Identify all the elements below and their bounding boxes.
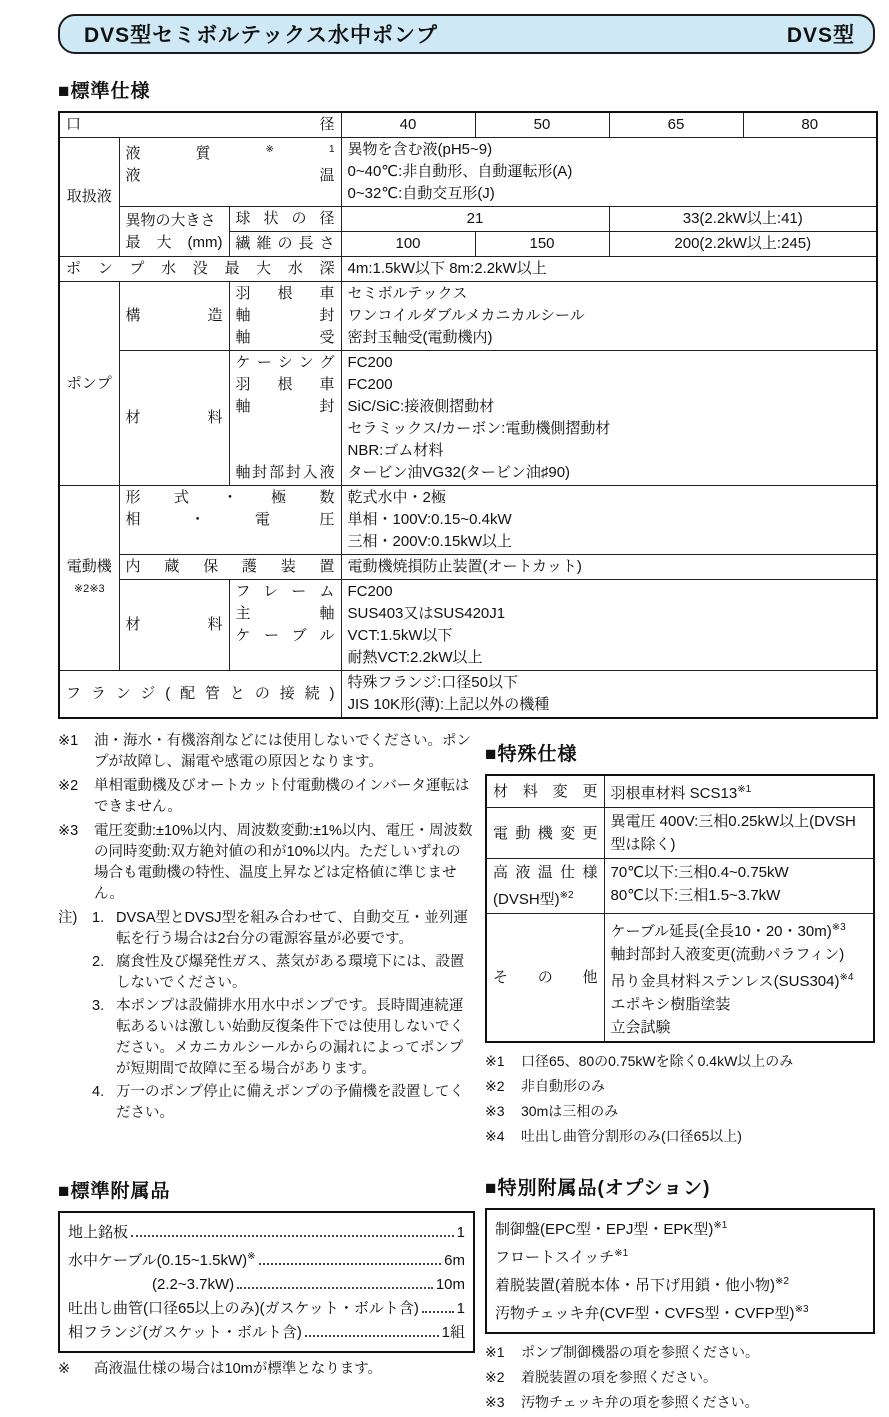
structure-key: 軸受 <box>235 329 335 346</box>
motor-type-values <box>341 486 877 555</box>
optional-accessories-notes: ※1 ポンプ制御機器の項を参照ください。 ※2 着脱装置の項を参照ください。 ※3 汚物チェッキ弁の項を参照ください。 <box>485 1344 759 1410</box>
table-row-motor-material <box>59 580 877 671</box>
motor-type-value: 乾式水中・2極 <box>347 489 446 506</box>
caution-item: 1. DVSA型とDVSJ型を組み合わせて、自動交互・並列運転を行う場合は2台分の電源容量が必要です。 <box>92 910 468 947</box>
material-value: セラミックス/カーボン:電動機側摺動材 <box>347 420 611 437</box>
material-key: 主軸 <box>235 605 335 622</box>
material-value: SiC/SiC:接液側摺動材 <box>347 398 495 415</box>
caution-notes <box>58 908 475 1126</box>
structure-value: 密封玉軸受(電動機内) <box>347 329 493 346</box>
lower-columns <box>58 731 875 1417</box>
accessory-item: 地上銘板 1 <box>68 1224 465 1241</box>
table-row-motor-protection <box>59 555 877 580</box>
footnote-2 <box>58 776 475 818</box>
section-heading-optional-accessories: ■特別附属品(オプション) <box>485 1178 711 1199</box>
bore-65: 65 <box>609 112 743 138</box>
structure-value: セミボルテックス <box>347 285 468 302</box>
motor-material-label: 材料 <box>119 580 229 671</box>
footnote-mark: ※2 <box>58 778 79 794</box>
special-row-high-temp: 高液温仕様 (DVSH型)$^{※2}$ 70℃以下:三相0.4~0.75kW 80℃以下:三相1.5~3.7kW <box>486 859 874 914</box>
page-title: DVS型セミボルテックス水中ポンプ <box>84 24 438 47</box>
caution-mark: 注) <box>58 910 78 926</box>
motor-type-value: 三相・200V:0.15kW以上 <box>347 533 513 550</box>
footnote-text: 油・海水・有機溶剤などには使用しないでください。ポンプが故障し、漏電や感電の原因となります。 <box>94 733 471 770</box>
material-key <box>236 647 335 669</box>
dotted-leader <box>237 1287 433 1289</box>
pump-structure-values <box>341 282 877 351</box>
special-row-material: 材料変更 羽根車材料 SCS13$^{※1}$ <box>486 775 874 808</box>
bore-40: 40 <box>341 112 475 138</box>
special-spec-notes: ※1 口径65、80の0.75kWを除く0.4kW以上のみ ※2 非自動形のみ ※3 30mは三相のみ ※4 吐出し曲管分割形のみ(口径65以上) <box>485 1053 794 1144</box>
sphere-40-50: 21 <box>341 207 609 232</box>
material-value: NBR:ゴム材料 <box>347 442 444 459</box>
accessory-item: (2.2~3.7kW) 10m <box>152 1276 465 1293</box>
flange-value-line: JIS 10K形(薄):上記以外の機種 <box>347 696 550 713</box>
special-spec-table <box>485 774 875 1043</box>
structure-key: 軸封 <box>235 307 335 324</box>
flange-label: フランジ(配管との接続) <box>59 671 341 719</box>
fiber-50: 150 <box>475 232 609 257</box>
motor-material-keys <box>229 580 341 671</box>
pump-structure-label: 構造 <box>119 282 229 351</box>
material-key: フレーム <box>235 583 335 600</box>
section-heading-standard-accessories: ■標準附属品 <box>58 1181 171 1202</box>
standard-spec-table <box>58 111 878 719</box>
liquid-temp-label: 液温 <box>125 167 335 184</box>
section-heading-special-spec: ■特殊仕様 <box>485 744 578 765</box>
table-row-bore <box>59 112 877 138</box>
bore-50: 50 <box>475 112 609 138</box>
special-row-motor-change: 電動機変更 異電圧 400V:三相0.25kW以上(DVSH型は除く) <box>486 808 874 859</box>
pump-material-values <box>341 351 877 486</box>
motor-group-label: 電動機 <box>66 558 112 575</box>
table-row-motor-type <box>59 486 877 555</box>
material-value: タービン油VG32(タービン油♯90) <box>347 464 571 481</box>
caution-item: 2. 腐食性及び爆発性ガス、蒸気がある環境下には、設置しないでください。 <box>92 954 465 991</box>
material-key: 軸封部封入液 <box>235 464 335 481</box>
fiber-40: 100 <box>341 232 475 257</box>
material-value: FC200 <box>347 376 393 393</box>
accessory-item: 水中ケーブル(0.15~1.5kW)※ 6m <box>68 1251 465 1269</box>
flange-values <box>341 671 877 719</box>
motor-material-values <box>341 580 877 671</box>
solids-label <box>119 207 229 257</box>
optional-item: フロートスイッチ$^{※1}$ <box>495 1248 629 1266</box>
optional-accessories-box <box>485 1208 875 1334</box>
depth-value: 4m:1.5kW以下 8m:2.2kW以上 <box>341 257 877 282</box>
depth-label: ポンプ水没最大水深 <box>59 257 341 282</box>
material-key: ケーシング <box>235 354 335 371</box>
dotted-leader <box>259 1263 442 1265</box>
group-motor <box>59 486 119 671</box>
material-key <box>236 440 335 462</box>
dotted-leader <box>422 1311 454 1313</box>
fiber-65-80: 200(2.2kW以上:245) <box>609 232 877 257</box>
standard-accessories-note: ※ 高液温仕様の場合は10mが標準となります。 <box>58 1361 383 1377</box>
bore-label: 口径 <box>59 112 341 138</box>
table-row-solids-sphere <box>59 207 877 232</box>
standard-accessories-box <box>58 1211 475 1353</box>
table-row-pump-material <box>59 351 877 486</box>
left-column <box>58 731 475 1417</box>
motor-type-label: 形式・極数 <box>125 489 335 506</box>
motor-type-labels <box>119 486 341 555</box>
motor-type-value: 単相・100V:0.15~0.4kW <box>347 511 512 528</box>
liquid-quality-sup: ※1 <box>265 144 335 155</box>
group-pump: ポンプ <box>59 282 119 486</box>
liquid-value-line: 異物を含む液(pH5~9) <box>347 141 493 158</box>
liquid-value-line: 0~40℃:非自動形、自動運転形(A) <box>347 163 573 180</box>
material-value: 耐熱VCT:2.2kW以上 <box>347 649 483 666</box>
table-row-depth <box>59 257 877 282</box>
liquid-values <box>341 138 877 207</box>
material-key: 羽根車 <box>235 376 335 393</box>
solids-label-line1: 異物の大きさ <box>125 211 216 229</box>
pump-material-label: 材料 <box>119 351 229 486</box>
title-bar <box>58 14 875 54</box>
special-row-others: その他 ケーブル延長(全長10・20・30m)$^{※3}$ 軸封部封入液変更(流動パラフィン) 吊り金具材料ステンレス$(SUS304)^{※4}$ エポキシ樹脂塗装 立会試験 <box>486 914 874 1043</box>
liquid-quality-label: 液質 <box>125 145 266 162</box>
motor-protection-label: 内蔵保護装置 <box>119 555 341 580</box>
optional-item: 制御盤(EPC型・EPJ型・EPK型)$^{※1}$ <box>495 1220 728 1238</box>
right-column <box>485 739 875 1417</box>
solids-label-line2: 最大(mm) <box>125 233 223 251</box>
material-value: VCT:1.5kW以下 <box>347 627 453 644</box>
caution-item: 3. 本ポンプは設備排水用水中ポンプです。長時間連続運転あるいは激しい始動反復条件下では使用しないでください。メカニカルシールからの漏れによってポンプが短期間で故障に至る場合があります。 <box>92 998 464 1077</box>
footnote-mark: ※3 <box>58 823 79 839</box>
material-key: ケーブル <box>235 627 335 644</box>
sphere-label: 球状の径 <box>229 207 341 232</box>
material-value: SUS403又はSUS420J1 <box>347 605 506 622</box>
motor-protection-value: 電動機焼損防止装置(オートカット) <box>341 555 877 580</box>
footnote-1 <box>58 731 475 773</box>
model-badge: DVS型 <box>786 24 855 47</box>
pump-structure-keys <box>229 282 341 351</box>
caution-items <box>92 908 475 1126</box>
dotted-leader <box>131 1235 454 1237</box>
material-value: FC200 <box>347 583 393 600</box>
material-value: FC200 <box>347 354 393 371</box>
table-row-liquid <box>59 138 877 207</box>
table-row-flange <box>59 671 877 719</box>
bore-80: 80 <box>743 112 877 138</box>
liquid-labels <box>119 138 341 207</box>
footnote-mark: ※1 <box>58 733 79 749</box>
liquid-value-line: 0~32℃:自動交互形(J) <box>347 185 495 202</box>
motor-group-sup: ※2※3 <box>73 583 105 595</box>
structure-value: ワンコイルダブルメカニカルシール <box>347 307 585 324</box>
accessory-item: 吐出し曲管(口径65以上のみ)(ガスケット・ボルト含) 1 <box>68 1300 465 1317</box>
motor-phase-label: 相・電圧 <box>125 511 335 528</box>
fiber-label: 繊維の長さ <box>229 232 341 257</box>
footnote-text: 単相電動機及びオートカット付電動機のインバータ運転はできません。 <box>94 778 470 815</box>
caution-item: 4. 万一のポンプ停止に備えポンプの予備機を設置してください。 <box>92 1084 464 1121</box>
pump-material-keys <box>229 351 341 486</box>
footnote-3 <box>58 821 475 905</box>
dotted-leader <box>305 1335 439 1337</box>
sphere-65-80: 33(2.2kW以上:41) <box>609 207 877 232</box>
material-key <box>236 418 335 440</box>
accessory-item: 相フランジ(ガスケット・ボルト含) 1組 <box>68 1324 465 1341</box>
optional-item: 着脱装置(着脱本体・吊下げ用鎖・他小物)$^{※2}$ <box>495 1276 789 1294</box>
flange-value-line: 特殊フランジ:口径50以下 <box>347 674 518 691</box>
structure-key: 羽根車 <box>235 285 335 302</box>
material-key: 軸封 <box>235 398 335 415</box>
footnote-text: 電圧変動:±10%以内、周波数変動:±1%以内、電圧・周波数の同時変動:双方絶対値の和が10%以内。ただしいずれの場合も電動機の特性、温度上昇などは定格値に準じません。 <box>94 823 473 902</box>
optional-item: 汚物チェッキ弁(CVF型・CVFS型・CVFP型)$^{※3}$ <box>495 1304 809 1322</box>
group-handling-liquid: 取扱液 <box>59 138 119 257</box>
section-heading-standard-spec: ■標準仕様 <box>58 81 151 102</box>
table-row-pump-structure <box>59 282 877 351</box>
